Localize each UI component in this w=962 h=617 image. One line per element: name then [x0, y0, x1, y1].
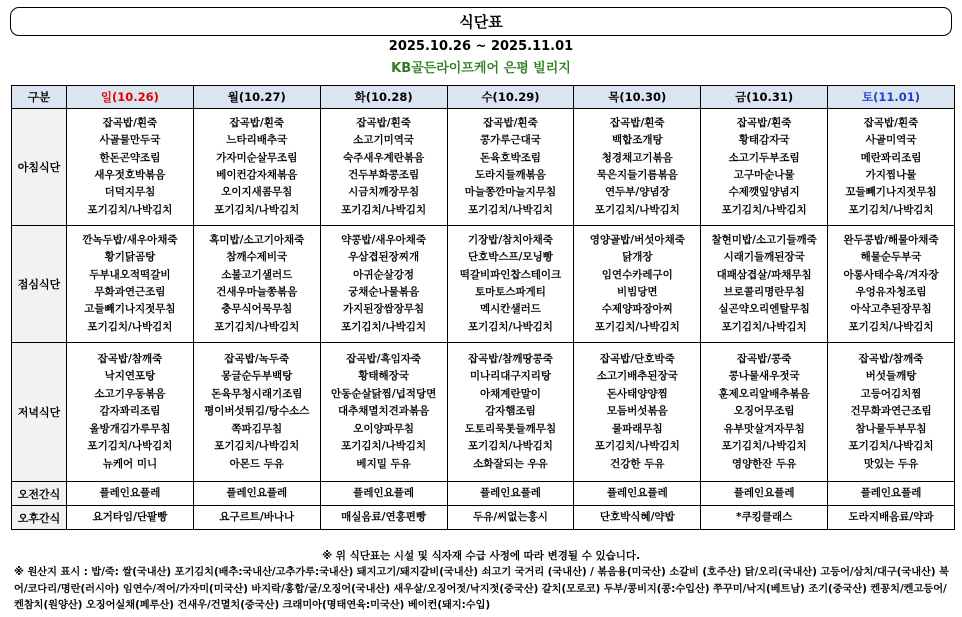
menu-item: 몽글순두부백탕 — [221, 370, 293, 383]
menu-item: 황태해장국 — [358, 370, 409, 383]
menu-item: 포기김치/나박김치 — [214, 203, 300, 216]
origin-notice: ※ 원산지 표시 : 밥/죽: 쌀(국내산) 포기김치(배추:국내산/고추가루:국내산) 돼지고기/돼지갈비(국내산) 쇠고기 국거리 (국내산) / 볶음용(미국산) 소갈비 (호주산) 닭/오리(국내산) 고등어/삼치/대구(국내산) 북어/코다리/명란(러시아) 임연수/적어/가자미(미국산) 바지락/홍합/굴/오징어(국내산) 새우살/오징어젓/낙지젓(중국산) 갈치(모로코) 두부/콩비지(콩:수입산) 쭈꾸미/낙지(베트남) 조기(중국산) 켄꽁치/켄고등어/켄참치(원양산) 오징어실채(페루산) 건새우/건멸치(중국산) 크래미아(명태연육:미국산) 베이컨(돼지:수입) — [14, 567, 949, 611]
menu-item: 대패삼겹살/파채무침 — [716, 268, 812, 281]
menu-item: 포기김치/나박김치 — [467, 440, 553, 453]
menu-item: 해물순두부국 — [860, 251, 922, 264]
menu-cell-sat — [828, 226, 955, 343]
menu-item: 닭개장 — [622, 251, 653, 264]
menu-cell-thu — [574, 226, 701, 343]
menu-cell-sun — [67, 109, 194, 226]
menu-cell-wed — [447, 482, 574, 506]
menu-item: 고등어김치찜 — [860, 387, 922, 400]
menu-item: 수제양파장아찌 — [601, 303, 673, 316]
menu-item: 평이버섯튀김/탕수소스 — [204, 405, 310, 418]
period: 2025.10.26 ~ 2025.11.01 — [388, 39, 574, 54]
change-note: ※ 위 식단표는 시설 및 식자재 수급 사정에 따라 변경될 수 있습니다. — [321, 550, 641, 562]
menu-item: 올방개김가루무침 — [89, 422, 171, 435]
menu-item: 포기김치/나박김치 — [594, 440, 680, 453]
menu-item: 훈제오리알배추볶음 — [718, 387, 810, 400]
menu-item: 아몬드 두유 — [229, 457, 284, 470]
menu-cell-mon — [193, 482, 320, 506]
menu-item: 낙지연포탕 — [104, 370, 156, 383]
menu-item: 우엉유자청조림 — [855, 286, 927, 298]
facility-name: KB골든라이프케어 은평 빌리지 — [391, 61, 571, 76]
header-day-thu: 목(10.30) — [574, 86, 701, 109]
menu-item: 참나물두부무침 — [855, 422, 927, 435]
menu-item: 시래기들깨된장국 — [723, 251, 805, 264]
menu-cell-mon — [193, 226, 320, 343]
menu-item: 미나리대구지리탕 — [469, 370, 552, 383]
menu-cell-sat — [828, 506, 955, 530]
menu-item: 참깨수제비국 — [226, 251, 288, 264]
menu-item: 베지밀 두유 — [356, 457, 411, 470]
meal-row-morning-snack — [12, 482, 955, 506]
menu-item: 브로콜리명란무침 — [723, 286, 805, 298]
menu-item: 콩나물새우젓국 — [728, 370, 800, 383]
menu-cell-tue — [320, 343, 447, 482]
menu-cell-tue — [320, 226, 447, 343]
menu-cell-mon — [193, 109, 320, 226]
menu-item: 포기김치/나박김치 — [341, 320, 427, 333]
menu-item: 잡곡밥/참깨죽 — [858, 353, 924, 366]
menu-item: 가자미순살무조림 — [216, 151, 298, 164]
menu-item: 안동순살닭찜/넙적당면 — [330, 387, 437, 400]
menu-cell-tue — [320, 482, 447, 506]
menu-item: 포기김치/나박김치 — [341, 203, 427, 216]
meal-label: 아침식단 — [12, 109, 67, 226]
menu-item: 오이양파무침 — [353, 422, 415, 435]
menu-item: 플레인요플레 — [733, 486, 795, 499]
menu-item: 버섯들깨탕 — [865, 370, 917, 383]
menu-item: 포기김치/나박김치 — [87, 440, 173, 453]
menu-item: 아삭고추된장무침 — [850, 303, 932, 316]
menu-cell-thu — [574, 343, 701, 482]
menu-item: 두부내오적떡갈비 — [89, 268, 171, 281]
menu-item: 숙주새우계란볶음 — [343, 151, 425, 164]
menu-item: 포기김치/나박김치 — [467, 320, 553, 333]
header-day-fri: 금(10.31) — [701, 86, 828, 109]
menu-item: 찰현미밥/소고기들깨죽 — [711, 233, 817, 246]
meal-label: 저녁식단 — [12, 343, 67, 482]
meal-label: 오전간식 — [12, 482, 67, 506]
menu-item: 잡곡밥/녹두죽 — [224, 353, 290, 366]
menu-cell-thu — [574, 482, 701, 506]
menu-item: 포기김치/나박김치 — [214, 320, 300, 333]
menu-item: 시금치깨장무침 — [348, 186, 420, 199]
menu-item: 잡곡밥/단호박죽 — [599, 353, 675, 366]
menu-item: 건강한 두유 — [610, 457, 665, 470]
menu-item: 플레인요플레 — [226, 486, 288, 499]
menu-item: 기장밥/참치아채죽 — [467, 233, 553, 246]
menu-item: 잡곡밥/흰죽 — [229, 116, 285, 129]
menu-item: 도라지배음료/약과 — [848, 510, 934, 523]
page-title: 식단표 — [10, 7, 952, 36]
header-day-wed: 수(10.29) — [447, 86, 574, 109]
menu-item: 황태감자국 — [738, 134, 790, 147]
menu-item: 포기김치/나박김치 — [721, 320, 807, 333]
menu-item: 건무화과연근조림 — [850, 405, 932, 418]
header-day-sun: 일(10.26) — [67, 86, 194, 109]
menu-item: 소고기두부조림 — [728, 151, 800, 164]
menu-item: 완두콩밥/해물아채죽 — [843, 233, 939, 246]
menu-item: 소고기배추된장국 — [596, 370, 678, 383]
menu-item: 소고기우동볶음 — [94, 387, 166, 400]
meal-row-dinner — [12, 343, 955, 482]
menu-cell-fri — [701, 343, 828, 482]
menu-cell-thu — [574, 506, 701, 530]
menu-item: 충무식어묵무침 — [221, 303, 293, 316]
menu-item: 실곤약오리엔탈무침 — [718, 303, 810, 316]
menu-item: 잡곡밥/흰죽 — [863, 116, 919, 129]
menu-item: 요거타임/단팥빵 — [92, 510, 168, 523]
menu-item: 도라지들깨볶음 — [474, 169, 546, 181]
meal-row-lunch — [12, 226, 955, 343]
menu-item: 두유/씨없는홍시 — [473, 510, 548, 523]
menu-item: 잡곡밥/흰죽 — [356, 116, 411, 129]
menu-item: 새우젓호박볶음 — [94, 169, 166, 181]
menu-item: 연두부/양념장 — [604, 186, 670, 199]
menu-cell-fri — [701, 482, 828, 506]
menu-item: 잡곡밥/참깨죽 — [97, 353, 163, 366]
menu-item: 영양골밥/버섯아채죽 — [589, 233, 685, 246]
menu-cell-sun — [67, 226, 194, 343]
menu-item: 플레인요플레 — [353, 486, 415, 499]
menu-item: 멕시칸샐러드 — [480, 303, 541, 316]
menu-item: 포기김치/나박김치 — [721, 203, 807, 216]
menu-item: 뉴케어 미니 — [102, 457, 158, 470]
menu-item: 플레인요플레 — [99, 486, 161, 499]
menu-item: 돈육호박조림 — [480, 151, 541, 164]
menu-item: 쪽파김무침 — [231, 422, 283, 435]
header-day-mon: 월(10.27) — [193, 86, 320, 109]
menu-item: 단호박스프/모닝빵 — [467, 251, 553, 264]
menu-item: 잡곡밥/참깨땅콩죽 — [467, 353, 553, 366]
menu-item: 포기김치/나박김치 — [594, 203, 680, 216]
menu-cell-thu — [574, 109, 701, 226]
menu-cell-sun — [67, 506, 194, 530]
menu-item: 플레인요플레 — [606, 486, 668, 499]
menu-item: 아롱사태수육/겨자장 — [843, 268, 939, 281]
menu-item: 오이지새콤무침 — [221, 186, 293, 199]
menu-cell-fri — [701, 506, 828, 530]
menu-item: 베이컨감자채볶음 — [216, 169, 298, 181]
menu-item: 잡곡밥/흰죽 — [736, 116, 792, 129]
menu-item: 포기김치/나박김치 — [594, 320, 680, 333]
menu-item: 맛있는 두유 — [863, 457, 919, 470]
menu-item: 메란꽈리조림 — [860, 151, 922, 164]
menu-item: 수제깻잎양념지 — [728, 186, 800, 199]
menu-cell-mon — [193, 506, 320, 530]
menu-cell-sat — [828, 482, 955, 506]
menu-cell-sun — [67, 482, 194, 506]
menu-item: 포기김치/나박김치 — [341, 440, 427, 453]
menu-item: 깐녹두밥/새우아채죽 — [82, 233, 178, 246]
menu-item: 약콩밥/새우아채죽 — [341, 233, 427, 246]
menu-item: 도토리묵톳들깨무침 — [464, 422, 557, 435]
menu-cell-fri — [701, 226, 828, 343]
menu-item: 느타리배추국 — [226, 134, 288, 147]
menu-item: 포기김치/나박김치 — [87, 320, 173, 333]
menu-item: 비빔당면 — [617, 286, 658, 298]
menu-cell-sun — [67, 343, 194, 482]
menu-item: 포기김치/나박김치 — [467, 203, 553, 216]
menu-item: 토마토스파게티 — [474, 286, 546, 298]
header-day-tue: 화(10.28) — [320, 86, 447, 109]
menu-item: 잡곡밥/흰죽 — [610, 116, 665, 129]
menu-item: 포기김치/나박김치 — [848, 320, 934, 333]
menu-item: 감자꽈리조림 — [99, 405, 161, 418]
menu-item: 묵은지들기름볶음 — [596, 169, 678, 181]
menu-item: 떡갈비파인찹스테이크 — [459, 268, 562, 281]
menu-cell-fri — [701, 109, 828, 226]
menu-item: 아채계란말이 — [480, 387, 541, 400]
menu-item: 우삼겹된장찌개 — [348, 251, 420, 264]
menu-cell-wed — [447, 343, 574, 482]
menu-item: 아귀순살강정 — [353, 268, 415, 281]
menu-item: 소불고기샐러드 — [221, 268, 293, 281]
menu-item: 단호박식혜/약밥 — [599, 510, 675, 523]
meal-row-afternoon-snack — [12, 506, 955, 530]
menu-item: 청경채고기볶음 — [601, 151, 673, 164]
menu-body — [12, 109, 955, 530]
menu-item: 잡곡밥/콩죽 — [736, 353, 792, 366]
menu-item: 플레인요플레 — [480, 486, 541, 499]
menu-item: 한돈곤약조림 — [99, 151, 161, 164]
menu-item: 건두부화콩조림 — [348, 169, 420, 181]
menu-item: 백합조개탕 — [611, 134, 663, 147]
menu-item: 가지찜나물 — [865, 169, 917, 181]
menu-item: 소고기미역국 — [353, 134, 415, 147]
menu-item: 고들빼기나지젓무침 — [84, 303, 176, 316]
menu-item: 흑미밥/소고기아채죽 — [209, 233, 305, 246]
menu-item: *쿠킹클래스 — [736, 510, 793, 523]
menu-item: 포기김치/나박김치 — [848, 203, 934, 216]
header-category: 구분 — [12, 86, 67, 109]
meal-label: 오후간식 — [12, 506, 67, 530]
menu-item: 임연수카레구이 — [601, 268, 673, 281]
menu-item: 오징어무조림 — [733, 405, 795, 418]
menu-item: 포기김치/나박김치 — [848, 440, 934, 453]
menu-item: 돈육무청시래기조림 — [211, 387, 303, 400]
menu-item: 꼬들빼기나지젓무침 — [845, 186, 937, 199]
menu-item: 모듬버섯볶음 — [606, 405, 668, 418]
menu-item: 플레인요플레 — [860, 486, 922, 499]
menu-item: 건새우마늘쫑볶음 — [216, 286, 298, 298]
menu-table — [11, 85, 955, 530]
menu-item: 궁채순나물볶음 — [348, 286, 420, 298]
menu-item: 포기김치/나박김치 — [721, 440, 807, 453]
menu-item: 황기닭곰탕 — [104, 251, 156, 264]
menu-item: 더덕지무침 — [104, 186, 156, 199]
menu-cell-mon — [193, 343, 320, 482]
menu-item: 잡곡밥/흑임자죽 — [346, 353, 422, 366]
menu-item: 포기김치/나박김치 — [87, 203, 173, 216]
header-day-sat: 토(11.01) — [828, 86, 955, 109]
menu-item: 사골미역국 — [865, 134, 917, 147]
meal-row-breakfast — [12, 109, 955, 226]
meal-label: 점심식단 — [12, 226, 67, 343]
menu-item: 가지된장쌈장무침 — [343, 303, 425, 316]
menu-item: 감자햄조림 — [485, 405, 536, 418]
menu-cell-wed — [447, 109, 574, 226]
menu-cell-sat — [828, 109, 955, 226]
menu-item: 돈사태양양찜 — [606, 387, 668, 400]
menu-item: 잡곡밥/흰죽 — [102, 116, 158, 129]
menu-item: 포기김치/나박김치 — [214, 440, 300, 453]
menu-item: 영양한잔 두유 — [731, 457, 797, 470]
menu-item: 마늘쫑깐마늘지무침 — [464, 186, 557, 199]
menu-item: 무화과연근조림 — [94, 286, 166, 298]
menu-item: 콩가루근대국 — [480, 134, 541, 147]
menu-cell-wed — [447, 226, 574, 343]
menu-cell-tue — [320, 109, 447, 226]
menu-cell-wed — [447, 506, 574, 530]
menu-item: 요구르트/바나나 — [219, 510, 295, 523]
menu-item: 사골물만두국 — [99, 134, 161, 147]
menu-cell-tue — [320, 506, 447, 530]
menu-item: 대추채멸치견과볶음 — [337, 405, 430, 418]
menu-item: 물파래무침 — [611, 422, 663, 435]
menu-item: 소화잘되는 우유 — [473, 457, 548, 470]
menu-item: 매실음료/연홍편빵 — [341, 510, 427, 523]
header-row — [12, 86, 955, 109]
menu-cell-sat — [828, 343, 955, 482]
menu-item: 유부맛살겨자무침 — [723, 422, 805, 435]
menu-item: 잡곡밥/흰죽 — [483, 116, 538, 129]
menu-item: 고구마순나물 — [733, 169, 795, 181]
